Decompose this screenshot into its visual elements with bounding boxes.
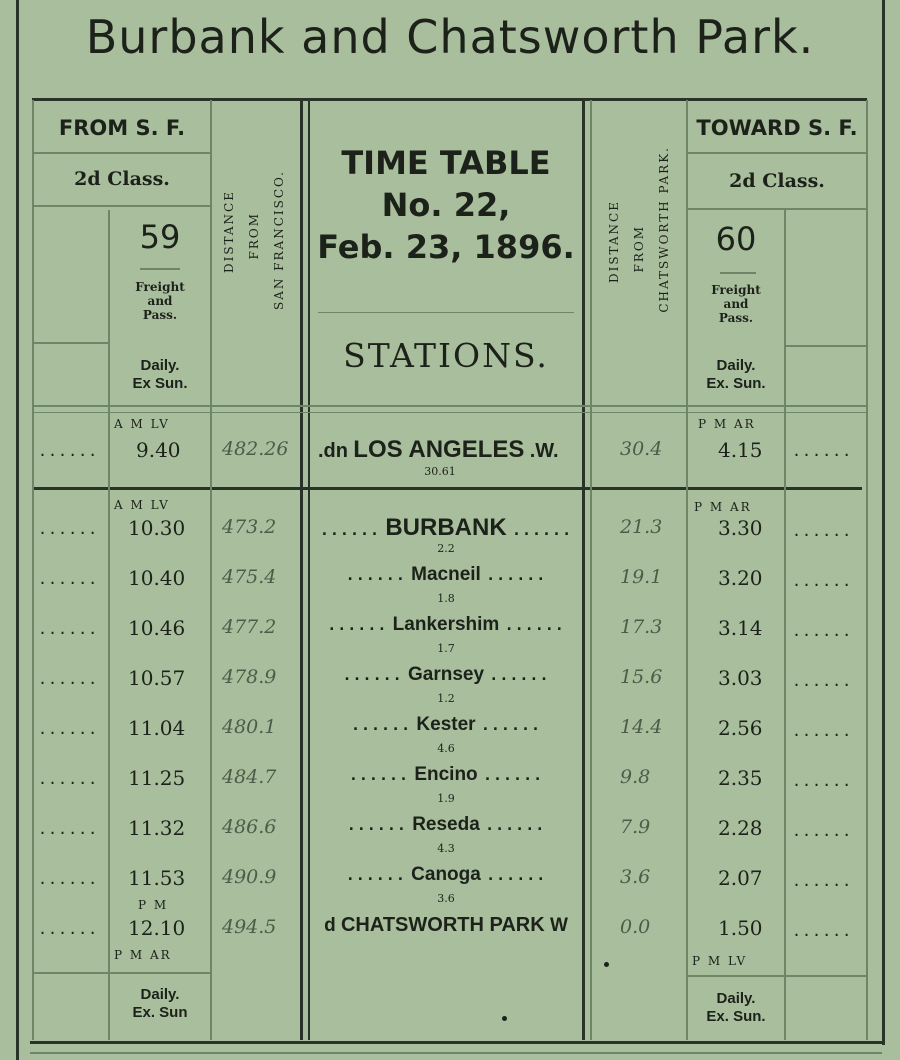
distance-sf: 478.9 — [222, 666, 277, 688]
col-rule — [590, 100, 592, 1040]
stations-heading: STATIONS. — [343, 336, 549, 375]
station-label: Reseda — [412, 814, 480, 835]
col-rule — [582, 100, 585, 1040]
train-number-60: 60 — [715, 220, 757, 258]
arrival-time: 3.20 — [718, 566, 763, 590]
station-name — [310, 664, 582, 686]
col-rule — [32, 100, 34, 1040]
leader-dots: ...... — [342, 666, 403, 684]
station-label: BURBANK — [385, 514, 507, 541]
leader-dots: ...... — [38, 520, 99, 538]
train-kind: Freight and Pass. — [711, 283, 761, 325]
pm-ar-mark: P M AR — [698, 417, 756, 431]
leader-dots: ...... — [345, 866, 406, 884]
divider — [140, 268, 180, 270]
leader-dots: ...... — [511, 521, 573, 539]
distance-sf: 477.2 — [222, 616, 277, 638]
station-label: CHATSWORTH PARK — [340, 914, 545, 936]
footer-days-right: Daily. Ex. Sun. — [706, 990, 766, 1025]
rule — [688, 208, 866, 210]
distance-cp: 14.4 — [620, 716, 663, 738]
arrival-time: 2.35 — [718, 766, 763, 790]
bottom-rule-2 — [30, 1052, 882, 1054]
leader-dots: ...... — [348, 766, 410, 784]
distance-cp: 15.6 — [620, 666, 663, 688]
ink-dot — [502, 1016, 507, 1021]
segment-distance: 2.2 — [437, 542, 455, 555]
arrival-time: 3.14 — [718, 616, 763, 640]
departure-time: 10.46 — [128, 616, 186, 640]
distance-sf: 484.7 — [222, 766, 277, 788]
top-rule — [32, 98, 867, 101]
distance-cp: 7.9 — [620, 816, 651, 838]
station-label: Kester — [416, 714, 476, 735]
leader-dots: ...... — [792, 772, 853, 790]
distance-sf: 482.26 — [222, 438, 289, 460]
from-sf-class: 2d Class. — [74, 168, 170, 190]
leader-dots: ...... — [38, 870, 99, 888]
leader-dots: ...... — [38, 670, 99, 688]
leader-dots: ...... — [38, 570, 99, 588]
col-rule — [300, 100, 303, 1040]
am-lv-mark: A M LV — [114, 417, 170, 431]
arrival-time: 3.03 — [718, 666, 763, 690]
departure-time: 10.57 — [128, 666, 186, 690]
train-days: Daily. Ex Sun. — [132, 357, 188, 392]
distance-sf: 475.4 — [222, 566, 277, 588]
arrival-time: 1.50 — [718, 916, 763, 940]
station-suffix: W — [549, 915, 568, 936]
rule — [688, 152, 866, 154]
distance-heading: CHATSWORTH PARK. — [657, 146, 671, 313]
distance-cp: 0.0 — [620, 916, 651, 938]
segment-distance: 1.8 — [437, 592, 455, 605]
distance-sf: 486.6 — [222, 816, 277, 838]
segment-distance: 1.7 — [437, 642, 455, 655]
distance-cp: 3.6 — [620, 866, 651, 888]
station-name — [310, 814, 582, 836]
station-name — [310, 864, 582, 886]
right-border — [882, 0, 885, 1045]
leader-dots: ...... — [327, 616, 388, 634]
station-label: Lankershim — [392, 614, 500, 635]
departure-time: 9.40 — [136, 438, 181, 462]
leader-dots: ...... — [792, 872, 853, 890]
arrival-time: 2.07 — [718, 866, 763, 890]
leader-dots: ...... — [504, 616, 565, 634]
station-name — [310, 564, 582, 586]
leader-dots: ...... — [792, 822, 853, 840]
bottom-rule — [30, 1041, 882, 1044]
arrival-time: 2.28 — [718, 816, 763, 840]
segment-distance: 30.61 — [424, 465, 456, 478]
departure-time: 12.10 — [128, 916, 186, 940]
leader-dots: ...... — [482, 766, 544, 784]
rule — [34, 342, 110, 344]
leader-dots: ...... — [792, 522, 853, 540]
station-los-angeles: .dn LOS ANGELES .W. — [318, 436, 559, 463]
departure-time: 11.32 — [128, 816, 186, 840]
rule — [688, 975, 866, 977]
toward-sf-class: 2d Class. — [729, 170, 825, 192]
footer-days-left: Daily. Ex. Sun — [132, 986, 188, 1021]
leader-dots: ...... — [480, 716, 542, 734]
pm-lv-mark: P M LV — [692, 954, 748, 968]
divider — [720, 272, 756, 274]
rule — [34, 972, 210, 974]
rule — [34, 412, 866, 413]
left-border — [16, 0, 19, 1060]
leader-dots: ...... — [345, 566, 406, 584]
leader-dots: ...... — [346, 816, 407, 834]
mid-rule — [32, 487, 862, 490]
segment-distance: 1.9 — [437, 792, 455, 805]
distance-heading: DISTANCE — [222, 190, 236, 274]
col-rule — [108, 210, 110, 1040]
distance-sf: 473.2 — [222, 516, 277, 538]
station-name — [310, 914, 582, 937]
pm-ar-mark: P M AR — [114, 948, 172, 962]
distance-cp: 17.3 — [620, 616, 663, 638]
rule — [784, 345, 866, 347]
leader-dots: ...... — [792, 672, 853, 690]
rule — [34, 405, 866, 407]
leader-dots: ...... — [38, 720, 99, 738]
am-lv-mark: A M LV — [114, 498, 170, 512]
distance-cp: 21.3 — [620, 516, 663, 538]
departure-time: 11.04 — [128, 716, 186, 740]
leader-dots: ...... — [38, 920, 99, 938]
departure-time: 10.30 — [128, 516, 186, 540]
station-name — [310, 764, 582, 786]
train-days: Daily. Ex. Sun. — [706, 357, 766, 392]
leader-dots: ...... — [489, 666, 550, 684]
distance-heading: DISTANCE — [607, 200, 621, 284]
rule — [34, 152, 210, 154]
leader-dots: ...... — [38, 442, 99, 460]
distance-sf: 490.9 — [222, 866, 277, 888]
leader-dots: ...... — [350, 716, 412, 734]
leader-dots: ...... — [38, 620, 99, 638]
leader-dots: ...... — [485, 816, 546, 834]
station-name — [310, 714, 582, 736]
station-prefix: d — [324, 915, 336, 936]
segment-distance: 4.3 — [437, 842, 455, 855]
leader-dots: ...... — [792, 572, 853, 590]
segment-distance: 4.6 — [437, 742, 455, 755]
rule — [34, 205, 210, 207]
station-name — [310, 614, 582, 636]
station-name — [310, 514, 582, 542]
departure-time: 11.25 — [128, 766, 186, 790]
segment-distance: 1.2 — [437, 692, 455, 705]
arrival-time: 3.30 — [718, 516, 763, 540]
leader-dots: ...... — [792, 442, 853, 460]
pm-ar-mark: P M AR — [694, 500, 752, 514]
toward-sf-header: TOWARD S. F. — [696, 116, 858, 140]
leader-dots: ...... — [792, 622, 853, 640]
leader-dots: ...... — [319, 521, 381, 539]
departure-time: 10.40 — [128, 566, 186, 590]
leader-dots: ...... — [792, 922, 853, 940]
arrival-time: 2.56 — [718, 716, 763, 740]
col-rule — [866, 100, 868, 1040]
timetable-heading: TIME TABLE No. 22, Feb. 23, 1896. — [317, 144, 575, 266]
distance-cp: 30.4 — [620, 438, 663, 460]
col-rule — [210, 100, 212, 1040]
leader-dots: ...... — [486, 866, 547, 884]
segment-distance: 3.6 — [437, 892, 455, 905]
distance-heading: FROM — [247, 212, 261, 260]
distance-cp: 19.1 — [620, 566, 663, 588]
distance-sf: 480.1 — [222, 716, 277, 738]
ink-dot — [604, 962, 609, 967]
rule — [318, 312, 574, 313]
station-label: Canoga — [411, 864, 481, 885]
leader-dots: ...... — [486, 566, 547, 584]
from-sf-header: FROM S. F. — [58, 116, 186, 140]
pm-mark: P M — [138, 898, 169, 912]
col-rule — [784, 210, 786, 1040]
station-label: Garnsey — [407, 664, 485, 685]
distance-heading: SAN FRANCISCO. — [272, 170, 286, 311]
arrival-time: 4.15 — [718, 438, 763, 462]
leader-dots: ...... — [38, 820, 99, 838]
distance-cp: 9.8 — [620, 766, 651, 788]
train-number-59: 59 — [139, 218, 181, 256]
distance-heading: FROM — [632, 225, 646, 273]
distance-sf: 494.5 — [222, 916, 277, 938]
train-kind: Freight and Pass. — [135, 280, 185, 322]
station-label: Encino — [414, 764, 478, 785]
leader-dots: ...... — [38, 770, 99, 788]
departure-time: 11.53 — [128, 866, 186, 890]
station-label: Macneil — [411, 564, 481, 585]
leader-dots: ...... — [792, 722, 853, 740]
page-title: Burbank and Chatsworth Park. — [85, 10, 815, 64]
